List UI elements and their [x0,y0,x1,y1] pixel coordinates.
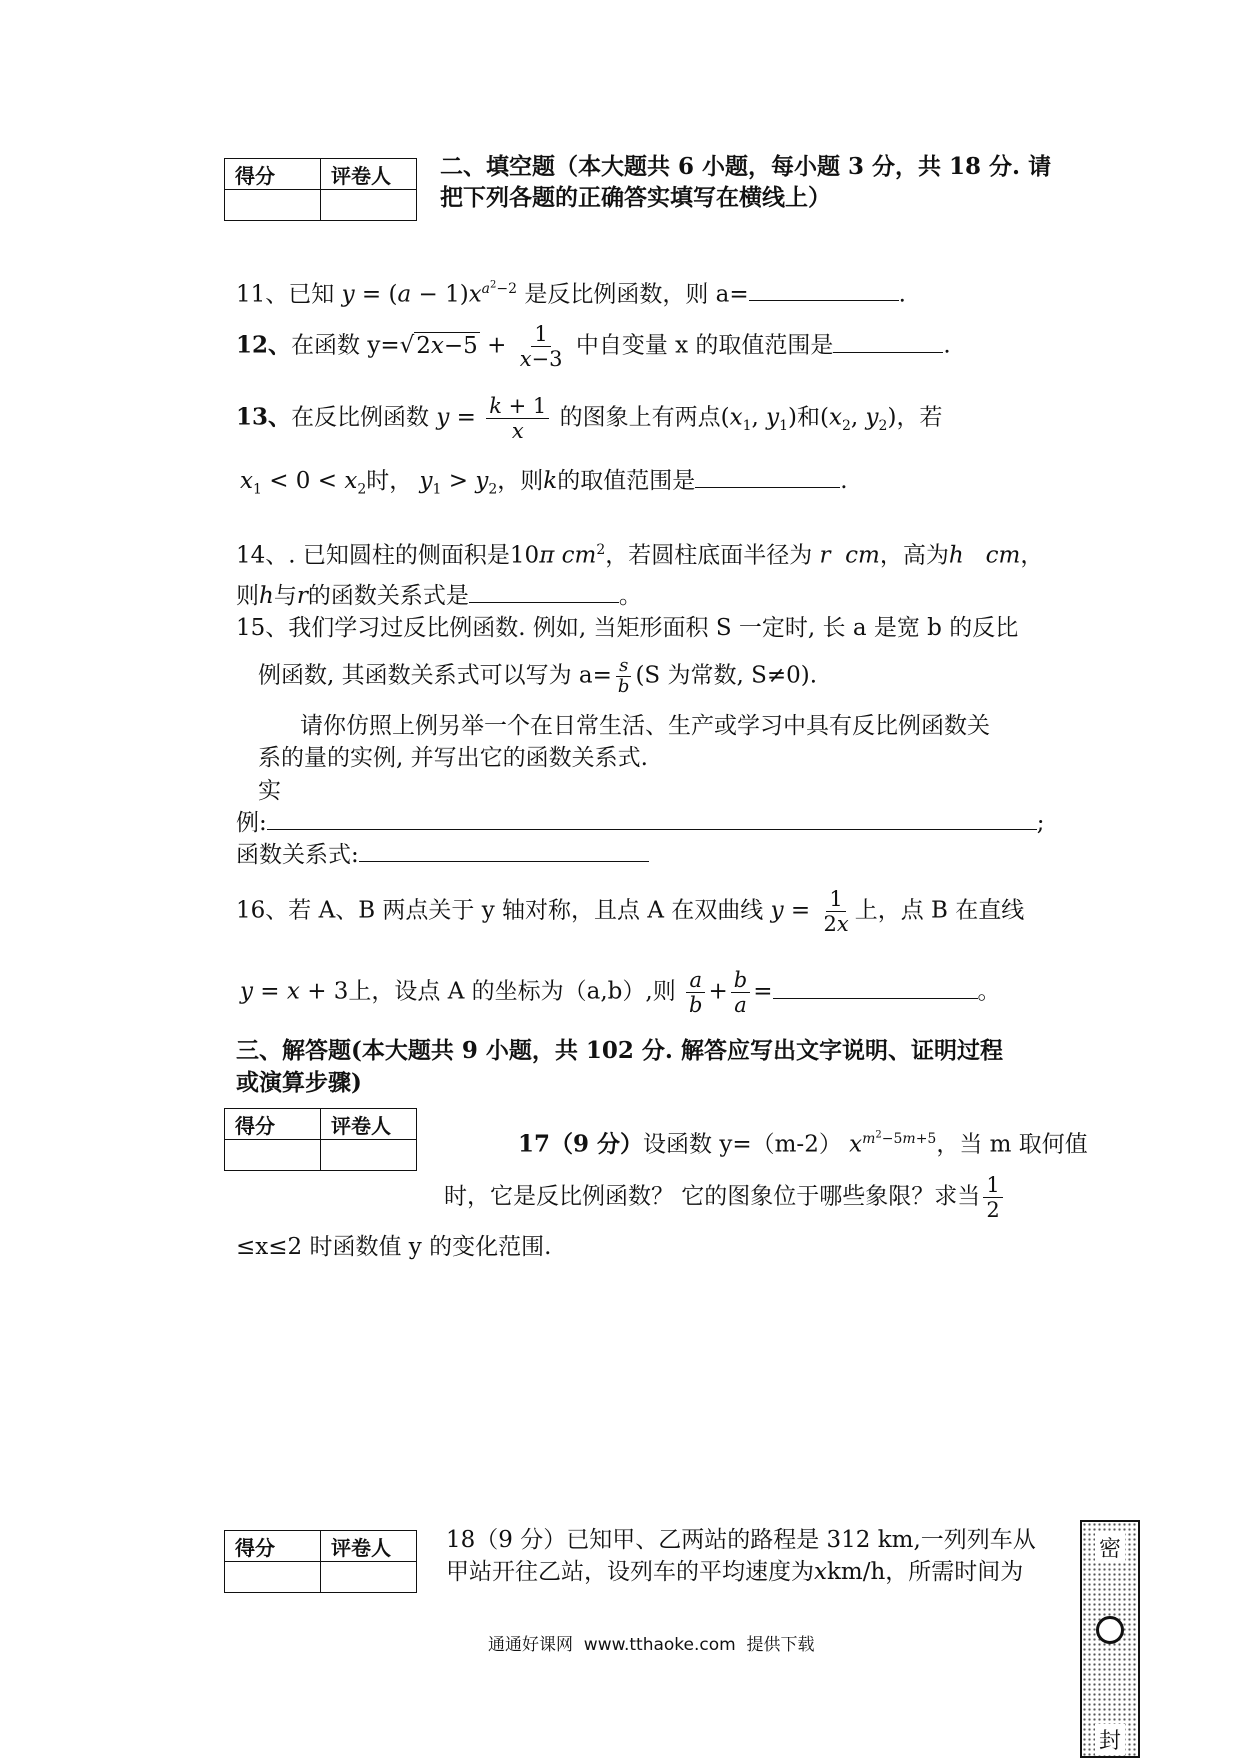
q15-line3: 请你仿照上例另举一个在日常生活、生产或学习中具有反比例函数关 [300,713,990,739]
q15-line6: 例: ; [236,810,1045,836]
score-cell[interactable] [225,1140,321,1171]
score-header: 得分 [225,159,321,190]
question-14-line2: 则h与r的函数关系式是 。 [236,583,642,609]
section2-heading-line1: 二、填空题（本大题共 6 小题，每小题 3 分，共 18 分. 请 [440,153,1052,180]
score-box-3: 得分 评卷人 [224,1530,417,1593]
score-cell[interactable] [225,190,321,221]
q15-example-blank[interactable] [267,809,1037,830]
q15-line5: 实 [258,778,281,804]
q18-line2: 甲站开往乙站，设列车的平均速度为xkm/h，所需时间为 [446,1559,1024,1585]
score-cell[interactable] [225,1562,321,1593]
q17-line3: ≤x≤2 时函数值 y 的变化范围. [236,1234,552,1260]
question-17: 17（9 分）设函数 y=（m-2） $x^{m^2-5m+5}$，当 m 取何值 [518,1129,1088,1158]
question-12: 12、在函数 y=√2x−5 + $\frac{1}{x-3}$ 中自变量 x 的取值范围是 . [236,322,951,371]
q13-answer-blank[interactable] [695,467,840,488]
section3-heading-line1: 三、解答题(本大题共 9 小题，共 102 分. 解答应写出文字说明、证明过程 [236,1037,1003,1064]
q12-number: 12、 [236,331,292,359]
question-14: 14、. 已知圆柱的侧面积是10π $cm^2$，若圆柱底面半径为 r cm，高为h cm， [236,542,1044,569]
binding-strip [1080,1520,1140,1758]
footer: 通通好课网 www.tthaoke.com 提供下载 [488,1635,815,1655]
question-16-line2: y = x + 3上，设点 A 的坐标为（a,b）,则 $\frac{a}{b}$ + $\frac{b}{a}$ = 。 [240,968,1001,1017]
question-11: 11、已知 $y = (a - 1)x^{a^2-2}$ 是反比例函数，则 a= . [236,279,906,308]
q12-answer-blank[interactable] [833,332,943,353]
section2-heading-line2: 把下列各题的正确答实填写在横线上） [440,184,831,211]
section3-heading-line2: 或演算步骤) [236,1069,362,1096]
q15-line7: 函数关系式: [236,840,649,870]
question-13-line2: $x_1 < 0 < x_2$时， $y_1 > y_2$，则k的取值范围是 . [240,468,848,498]
q13-fraction: $\frac{k + 1}{x}$ [486,394,549,443]
q16-answer-blank[interactable] [773,978,978,999]
score-box-2: 得分 评卷人 [224,1108,417,1171]
grader-cell[interactable] [321,190,417,221]
question-16: 16、若 A、B 两点关于 y 轴对称，且点 A 在双曲线 y = $\frac{1}{2x}$ 上，点 B 在直线 [236,887,1025,936]
grader-cell[interactable] [321,1562,417,1593]
strip-top-char: 密 [1095,1532,1125,1563]
q17-line2: 时，它是反比例函数？ 它的图象位于哪些象限？求当 $\frac{1}{2}$ [444,1173,1006,1222]
q17-fraction: $\frac{1}{2}$ [983,1173,1002,1222]
score-box-1 [224,158,417,221]
binding-hole-icon [1096,1616,1124,1644]
q15-fraction: $\frac{s}{b}$ [617,655,630,697]
q18-line1: 18（9 分）已知甲、乙两站的路程是 312 km,一列列车从 [446,1527,1036,1553]
q15-function-blank[interactable] [359,841,649,862]
q12-fraction: $\frac{1}{x-3}$ [519,322,563,371]
q14-answer-blank[interactable] [469,582,619,603]
q11-answer-blank[interactable] [749,280,899,301]
question-13: 13、在反比例函数 y = $\frac{k + 1}{x}$ 的图象上有两点($x_1$, $y_1$)和($x_2$, $y_2$)，若 [236,394,943,443]
q14-number: 14、 [236,542,289,569]
q11-number: 11、 [236,281,289,308]
q16-fraction: $\frac{1}{2x}$ [823,887,849,936]
q15-line2: 例函数, 其函数关系式可以写为 a= $\frac{s}{b}$ (S 为常数, S≠0). [258,655,818,697]
q17-number: 17（9 分） [518,1130,644,1158]
q13-number: 13、 [236,403,292,431]
q15-line1: 15、我们学习过反比例函数. 例如, 当矩形面积 S 一定时, 长 a 是宽 b 的反比 [236,615,1019,641]
q11-formula: y [341,281,355,308]
q15-line4: 系的量的实例, 并写出它的函数关系式. [258,745,648,771]
strip-bottom-char: 封 [1095,1724,1125,1755]
grader-cell[interactable] [321,1140,417,1171]
q16-number: 16、 [236,897,289,924]
grader-header: 评卷人 [321,159,417,190]
